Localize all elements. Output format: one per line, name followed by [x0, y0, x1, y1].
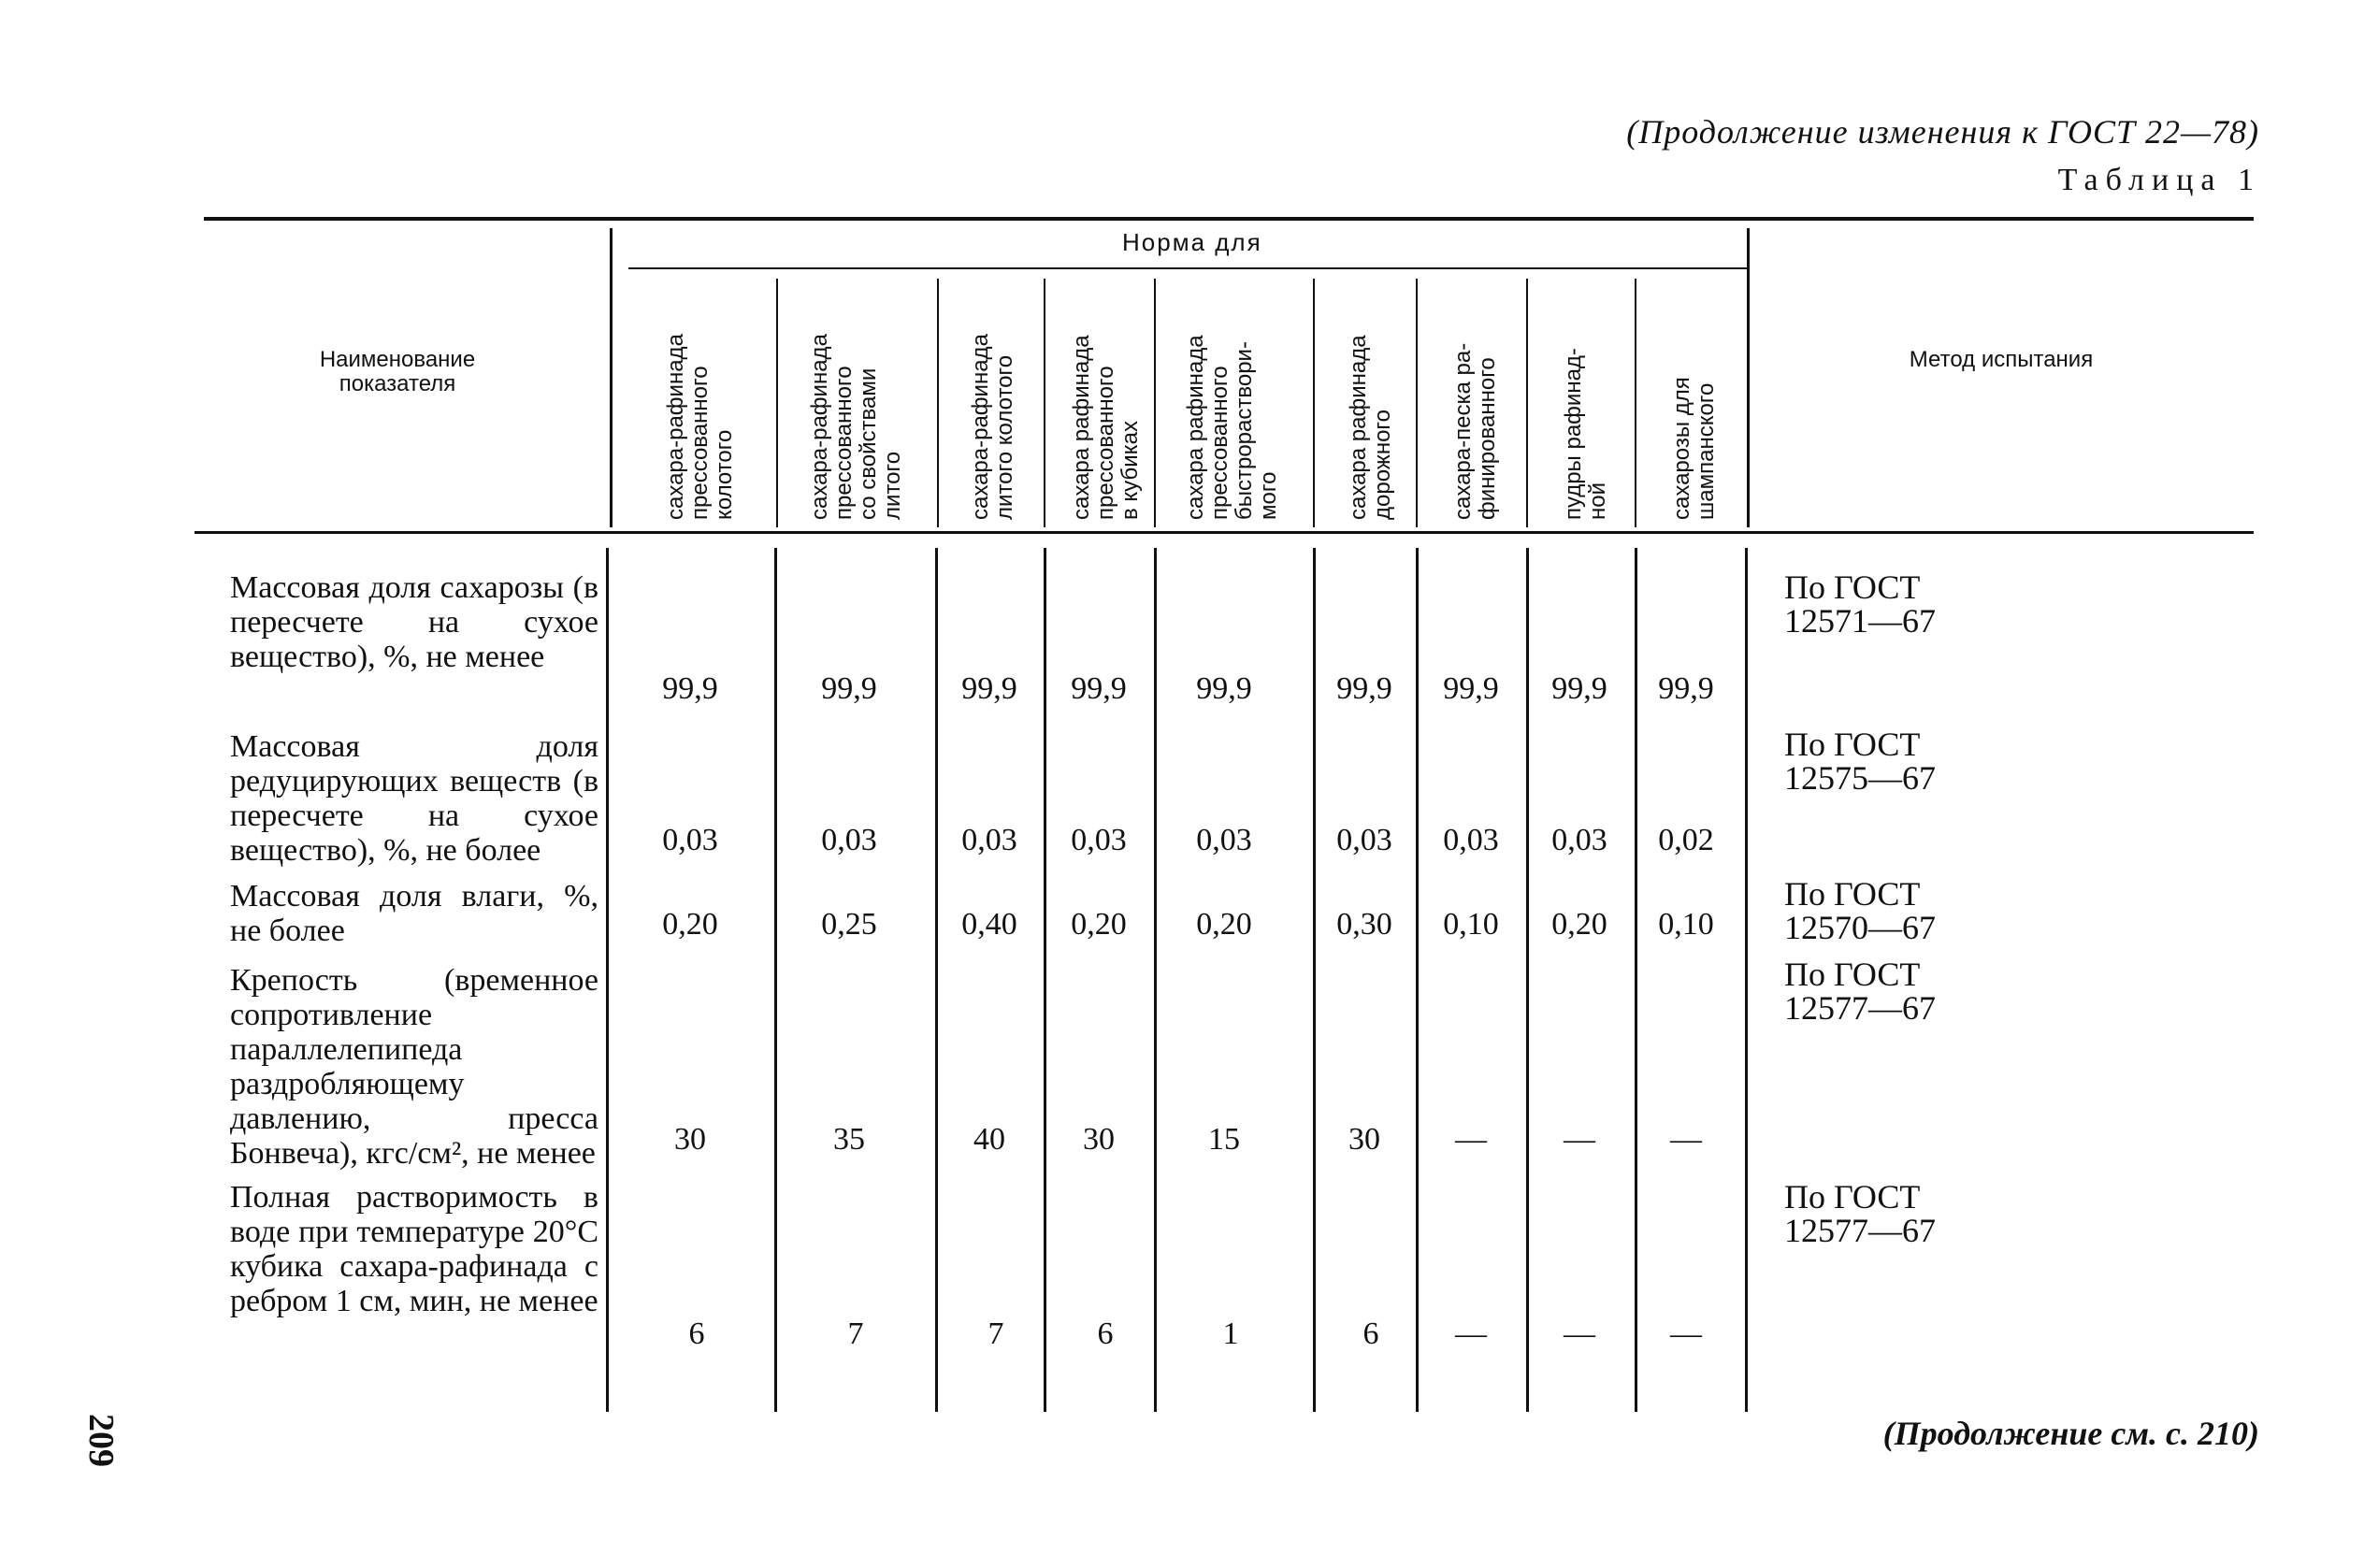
name-column-header: Наименование показателя [319, 347, 476, 397]
row-name: Массовая доля редуцирующих веществ (в пересчете на сухое вещество), %, не более [230, 729, 598, 868]
row-method: По ГОСТ 12577—67 [1784, 1178, 1936, 1249]
norm-subheader-1: сахара-рафинада прессованного колотого [663, 334, 737, 520]
row-value: 0,03 [1196, 823, 1252, 857]
norm-subheader-4: сахара рафинада прессованного в кубиках [1069, 335, 1143, 520]
row-value: 99,9 [1658, 671, 1714, 706]
row-value: 0,03 [1336, 823, 1392, 857]
subheader-divider [1154, 279, 1156, 527]
header-bottom-rule [195, 531, 2254, 534]
row-value: 0,40 [961, 907, 1017, 942]
norm-subheader-2: сахара-рафинада прессованного со свойствами литого [807, 334, 905, 520]
row-value: — [1564, 1316, 1595, 1351]
row-value: 6 [1362, 1316, 1379, 1351]
body-divider [1044, 548, 1046, 1412]
row-value: 99,9 [662, 671, 718, 706]
row-value: 30 [1083, 1122, 1115, 1157]
norm-subheader-8: пудры рафинад- ной [1561, 348, 1610, 520]
row-value: 0,10 [1443, 907, 1499, 942]
row-name: Крепость (временное сопротивление параллелепипеда раздробляющему давлению, пресса Бонвеча), кгс/см², не менее [230, 963, 598, 1171]
row-name: Полная растворимость в воде при температуре 20°С кубика сахара-рафинада с ребром 1 см, мин, не менее [230, 1180, 598, 1318]
continuation-footer: (Продолжение см. с. 210) [1882, 1415, 2259, 1452]
row-value: 40 [973, 1122, 1005, 1157]
row-value: 30 [674, 1122, 706, 1157]
row-value: 0,20 [662, 907, 718, 942]
row-value: 99,9 [1551, 671, 1607, 706]
body-divider [1745, 548, 1748, 1412]
subheader-divider [1044, 279, 1045, 527]
row-value: 6 [688, 1316, 705, 1351]
row-value: 0,20 [1196, 907, 1252, 942]
table-top-rule [204, 217, 2254, 221]
norm-subheader-3: сахара-рафинада литого колотого [968, 334, 1017, 520]
row-value: 0,03 [662, 823, 718, 857]
row-method: По ГОСТ 12570—67 [1784, 875, 1936, 946]
row-value: 0,03 [1443, 823, 1499, 857]
subheader-divider [1526, 279, 1528, 527]
body-divider [606, 548, 609, 1412]
row-value: 7 [987, 1316, 1004, 1351]
row-value: 0,30 [1336, 907, 1392, 942]
row-value: 0,20 [1551, 907, 1607, 942]
subheader-divider [1635, 279, 1636, 527]
row-value: — [1455, 1122, 1487, 1157]
header-divider-name [610, 228, 613, 527]
body-divider [1416, 548, 1419, 1412]
norm-subheader-6: сахара рафинада дорожного [1346, 335, 1395, 520]
row-value: — [1564, 1122, 1595, 1157]
subheader-divider [937, 279, 939, 527]
row-value: 0,03 [1551, 823, 1607, 857]
row-value: 99,9 [1196, 671, 1252, 706]
row-method: По ГОСТ 12575—67 [1784, 726, 1936, 797]
row-value: 99,9 [1071, 671, 1127, 706]
subheader-divider [776, 279, 778, 527]
norm-subheader-9: сахарозы для шампанского [1669, 377, 1719, 520]
row-value: 30 [1348, 1122, 1380, 1157]
body-divider [774, 548, 777, 1412]
row-value: 0,20 [1071, 907, 1127, 942]
table-label: Таблица 1 [2057, 163, 2261, 197]
row-value: — [1670, 1316, 1702, 1351]
row-value: 1 [1222, 1316, 1239, 1351]
row-value: 6 [1097, 1316, 1114, 1351]
row-value: 15 [1208, 1122, 1240, 1157]
row-method: По ГОСТ 12571—67 [1784, 568, 1936, 640]
row-name: Массовая доля сахарозы (в пересчете на сухое вещество), %, не менее [230, 570, 598, 674]
body-divider [1154, 548, 1157, 1412]
norm-column-header: Норма для [1122, 228, 1262, 256]
row-value: 0,03 [821, 823, 877, 857]
norm-subheader-5: сахара рафинада прессованного быстрораствори- мого [1183, 335, 1281, 520]
row-value: 0,02 [1658, 823, 1714, 857]
row-value: — [1670, 1122, 1702, 1157]
subheader-divider [1416, 279, 1418, 527]
subheader-divider [1313, 279, 1315, 527]
row-value: 0,25 [821, 907, 877, 942]
row-value: 99,9 [821, 671, 877, 706]
row-value: 99,9 [1443, 671, 1499, 706]
row-value: 35 [833, 1122, 865, 1157]
row-value: 0,03 [1071, 823, 1127, 857]
row-value: 0,10 [1658, 907, 1714, 942]
row-value: — [1455, 1316, 1487, 1351]
header-divider-method [1747, 228, 1750, 527]
row-method: По ГОСТ 12577—67 [1784, 956, 1936, 1027]
row-name: Массовая доля влаги, %, не более [230, 879, 598, 948]
row-value: 99,9 [961, 671, 1017, 706]
page-number: 209 [81, 1414, 121, 1467]
row-value: 99,9 [1336, 671, 1392, 706]
row-value: 7 [847, 1316, 864, 1351]
continuation-header: (Продолжение изменения к ГОСТ 22—78) [1626, 113, 2259, 151]
row-value: 0,03 [961, 823, 1017, 857]
norm-subheader-7: сахара-песка ра- финированного [1450, 342, 1500, 520]
method-column-header: Метод испытания [1909, 347, 2094, 372]
